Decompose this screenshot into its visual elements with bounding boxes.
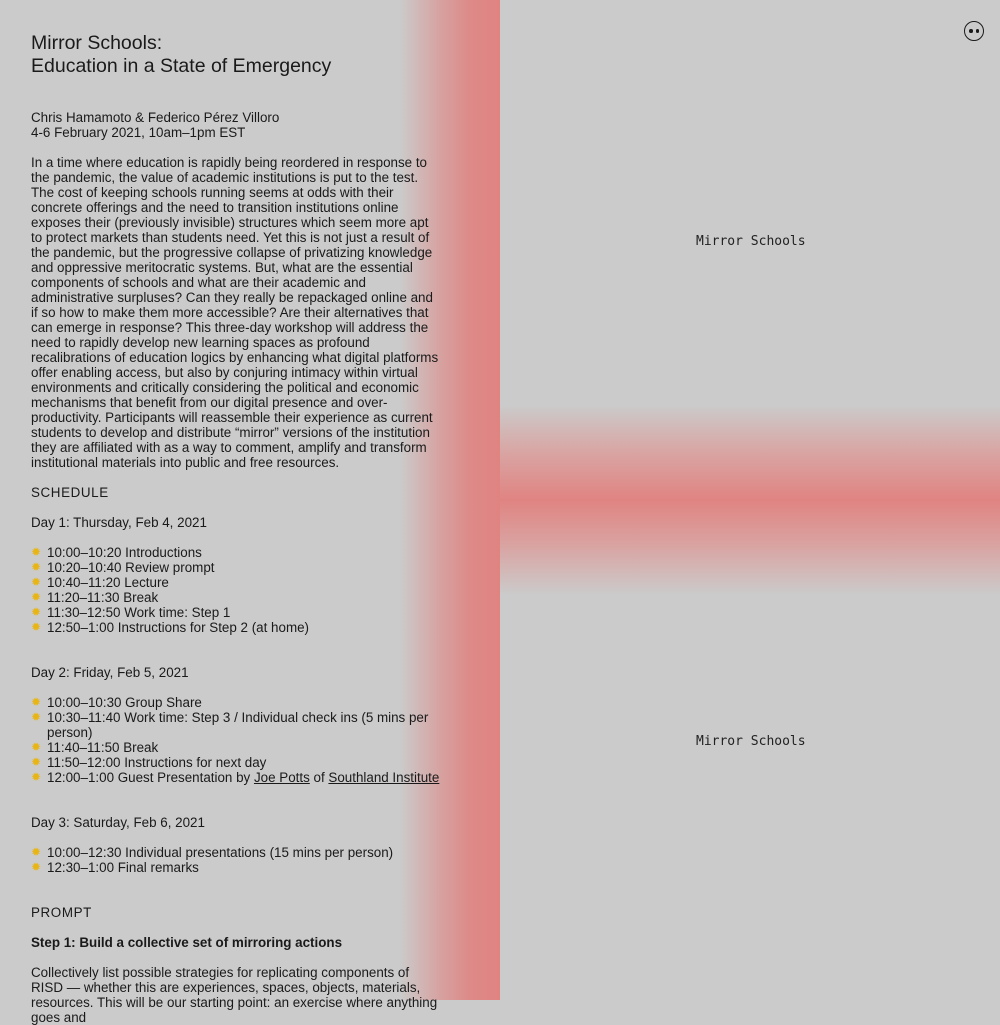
title-line-1: Mirror Schools:: [31, 32, 163, 54]
list-item: ✹ 12:30–1:00 Final remarks: [31, 860, 199, 875]
list-item: ✹ 10:40–11:20 Lecture: [31, 575, 169, 590]
right-panel: [500, 0, 1000, 1000]
sun-icon: ✹: [31, 590, 42, 604]
step1-title: Step 1: Build a collective set of mirroring actions: [31, 935, 343, 950]
face-eye-right: [976, 29, 980, 33]
prompt-heading: PROMPT: [31, 905, 92, 920]
sun-icon: ✹: [31, 695, 42, 709]
article: [31, 32, 441, 1025]
schedule-heading: SCHEDULE: [31, 485, 109, 500]
day3-title: Day 3: Saturday, Feb 6, 2021: [31, 815, 205, 830]
day2-list: [31, 695, 441, 785]
sun-icon: ✹: [31, 770, 42, 784]
list-item: ✹ 10:20–10:40 Review prompt: [31, 560, 215, 575]
list-item: ✹ 11:30–12:50 Work time: Step 1: [31, 605, 231, 620]
step1-text: Collectively list possible strategies for replicating components of RISD — whether this are experiences, spaces, objects, materials, resources. This will be our starting point: an exercise where anything goes and: [31, 965, 438, 1025]
list-item: ✹ 11:40–11:50 Break: [31, 740, 159, 755]
sun-icon: ✹: [31, 620, 42, 634]
sun-icon: ✹: [31, 755, 42, 769]
day3-list: [31, 845, 441, 875]
sun-icon: ✹: [31, 575, 42, 589]
mirror-label-bottom: Mirror Schools: [696, 734, 806, 749]
list-item: ✹ 11:50–12:00 Instructions for next day: [31, 755, 267, 770]
face-eye-left: [969, 29, 973, 33]
day1-title: Day 1: Thursday, Feb 4, 2021: [31, 515, 207, 530]
list-item: ✹ 11:20–11:30 Break: [31, 590, 159, 605]
dates: 4-6 February 2021, 10am–1pm EST: [31, 125, 246, 140]
list-item: ✹ 12:00–1:00 Guest Presentation by Joe Potts of Southland Institute: [31, 770, 440, 785]
page-title: [31, 32, 441, 78]
sun-icon: ✹: [31, 845, 42, 859]
sun-icon: ✹: [31, 560, 42, 574]
list-item: ✹ 10:00–10:20 Introductions: [31, 545, 202, 560]
sun-icon: ✹: [31, 545, 42, 559]
face-icon[interactable]: [964, 21, 984, 41]
sun-icon: ✹: [31, 710, 42, 724]
guest-name-link[interactable]: Joe Potts: [253, 770, 310, 785]
day2-title: Day 2: Friday, Feb 5, 2021: [31, 665, 189, 680]
sun-icon: ✹: [31, 740, 42, 754]
list-item: ✹ 12:50–1:00 Instructions for Step 2 (at home): [31, 620, 310, 635]
authors: Chris Hamamoto & Federico Pérez Villoro: [31, 110, 280, 125]
guest-org-link[interactable]: Southland Institute: [328, 770, 440, 785]
description: In a time where education is rapidly being reordered in response to the pandemic, the value of academic institutions is put to the test. The cost of keeping schools running seems at odds with their concrete offerings and the need to transition institutions online exposes their (previously invisible) structures which seem more apt to protect markets than students need. Yet this is not just a result of the pandemic, but the progressive collapse of privatizing knowledge and oppressive meritocratic systems. But, what are the essential components of schools and what are their academic and administrative surpluses? Can they really be repackaged online and if so how to make them more accessible? Are their alternatives that can emerge in response? This three-day workshop will address the need to rapidly develop new learning spaces as profound recalibrations of education logics by enhancing what digital platforms offer enabling access, but also by conjuring intimacy within virtual environments and critically considering the political and economic mechanisms that benefit from our digital presence and over-productivity. Participants will reassemble their experience as current students to develop and distribute “mirror” versions of the institution they are affiliated with as a way to comment, amplify and transform institutional materials into public and free resources.: [31, 155, 439, 470]
list-item: ✹ 10:00–10:30 Group Share: [31, 695, 202, 710]
title-line-2: Education in a State of Emergency: [31, 55, 332, 77]
day1-list: [31, 545, 441, 635]
sun-icon: ✹: [31, 605, 42, 619]
list-item: ✹ 10:30–11:40 Work time: Step 3 / Individual check ins (5 mins per person): [31, 710, 429, 740]
list-item: ✹ 10:00–12:30 Individual presentations (15 mins per person): [31, 845, 394, 860]
sun-icon: ✹: [31, 860, 42, 874]
mirror-label-top: Mirror Schools: [696, 234, 806, 249]
